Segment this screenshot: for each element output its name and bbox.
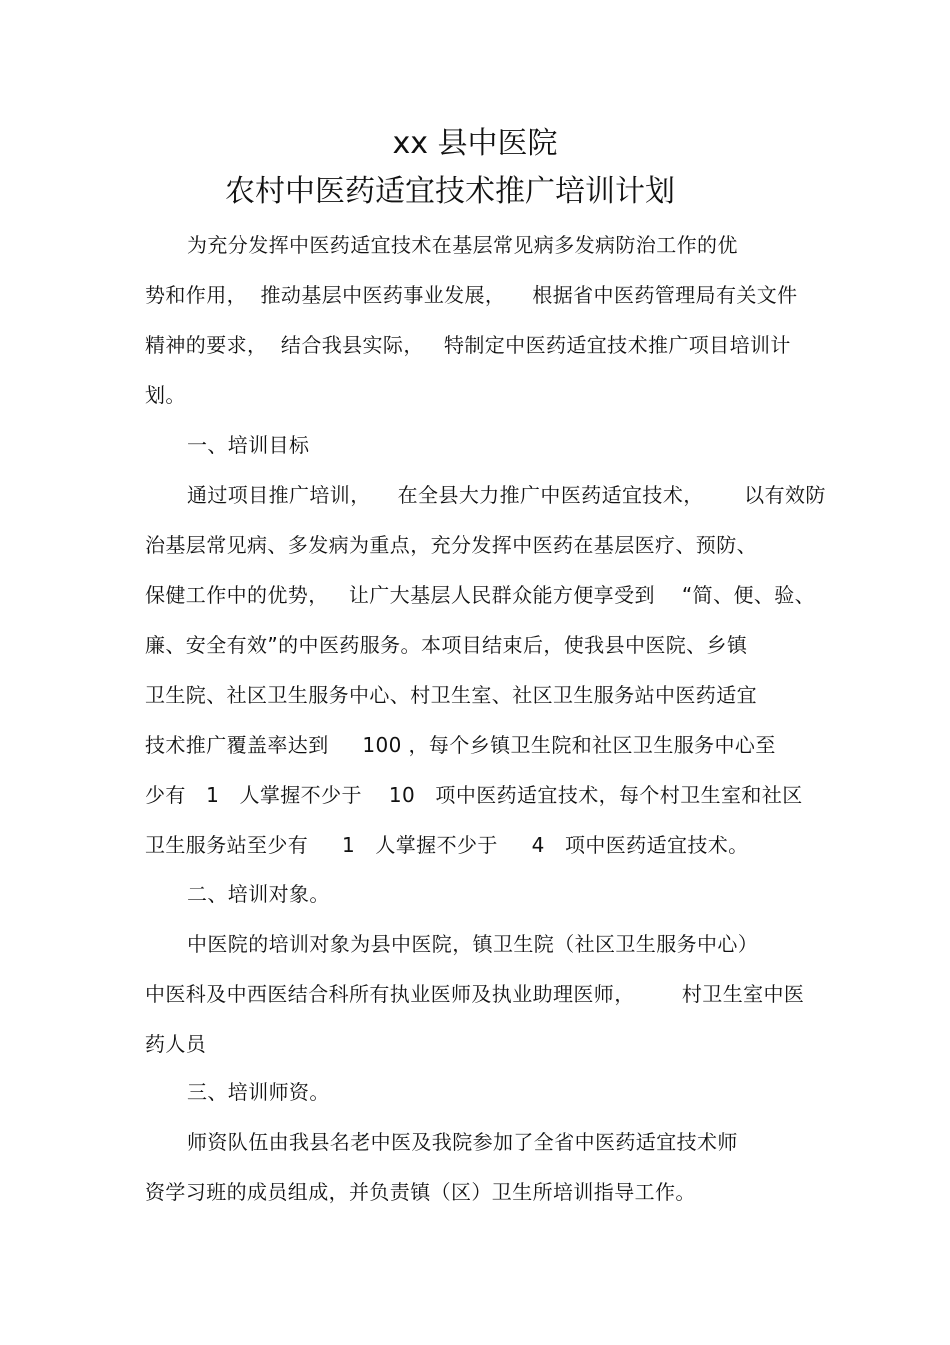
section2-line-1: 中医院的培训对象为县中医院，镇卫生院（社区卫生服务中心） bbox=[187, 932, 759, 956]
section1-line-5: 卫生院、社区卫生服务中心、村卫生室、社区卫生服务站中医药适宜 bbox=[145, 683, 757, 707]
section1-line-1: 通过项目推广培训， 在全县大力推广中医药适宜技术， 以有效防 bbox=[187, 483, 826, 507]
section2-line-3: 药人员 bbox=[145, 1032, 207, 1056]
intro-line-2: 势和作用， 推动基层中医药事业发展， 根据省中医药管理局有关文件 bbox=[145, 283, 798, 307]
document-title-plan: 农村中医药适宜技术推广培训计划 bbox=[225, 174, 675, 209]
section3-heading: 三、培训师资。 bbox=[187, 1080, 330, 1104]
section3-line-2: 资学习班的成员组成，并负责镇（区）卫生所培训指导工作。 bbox=[145, 1180, 696, 1204]
section1-heading: 一、培训目标 bbox=[187, 433, 310, 457]
section3-line-1: 师资队伍由我县名老中医及我院参加了全省中医药适宜技术师 bbox=[187, 1130, 738, 1154]
intro-line-3: 精神的要求， 结合我县实际， 特制定中医药适宜技术推广项目培训计 bbox=[145, 333, 791, 357]
document-title-hospital: xx 县中医院 bbox=[392, 126, 558, 161]
section2-line-2: 中医科及中西医结合科所有执业医师及执业助理医师， 村卫生室中医 bbox=[145, 982, 805, 1006]
section1-line-2: 治基层常见病、多发病为重点，充分发挥中医药在基层医疗、预防、 bbox=[145, 533, 757, 557]
intro-line-1: 为充分发挥中医药适宜技术在基层常见病多发病防治工作的优 bbox=[187, 233, 738, 257]
section1-line-3: 保健工作中的优势， 让广大基层人民群众能方便享受到 “简、便、验、 bbox=[145, 583, 816, 607]
section2-heading: 二、培训对象。 bbox=[187, 882, 330, 906]
section1-line-7: 少有 1 人掌握不少于 10 项中医药适宜技术，每个村卫生室和社区 bbox=[145, 783, 803, 807]
section1-line-8: 卫生服务站至少有 1 人掌握不少于 4 项中医药适宜技术。 bbox=[145, 833, 749, 857]
section1-line-4: 廉、安全有效”的中医药服务。本项目结束后，使我县中医院、乡镇 bbox=[145, 633, 748, 657]
section1-line-6: 技术推广覆盖率达到 100 ，每个乡镇卫生院和社区卫生服务中心至 bbox=[145, 733, 776, 757]
intro-line-4: 划。 bbox=[145, 383, 186, 407]
